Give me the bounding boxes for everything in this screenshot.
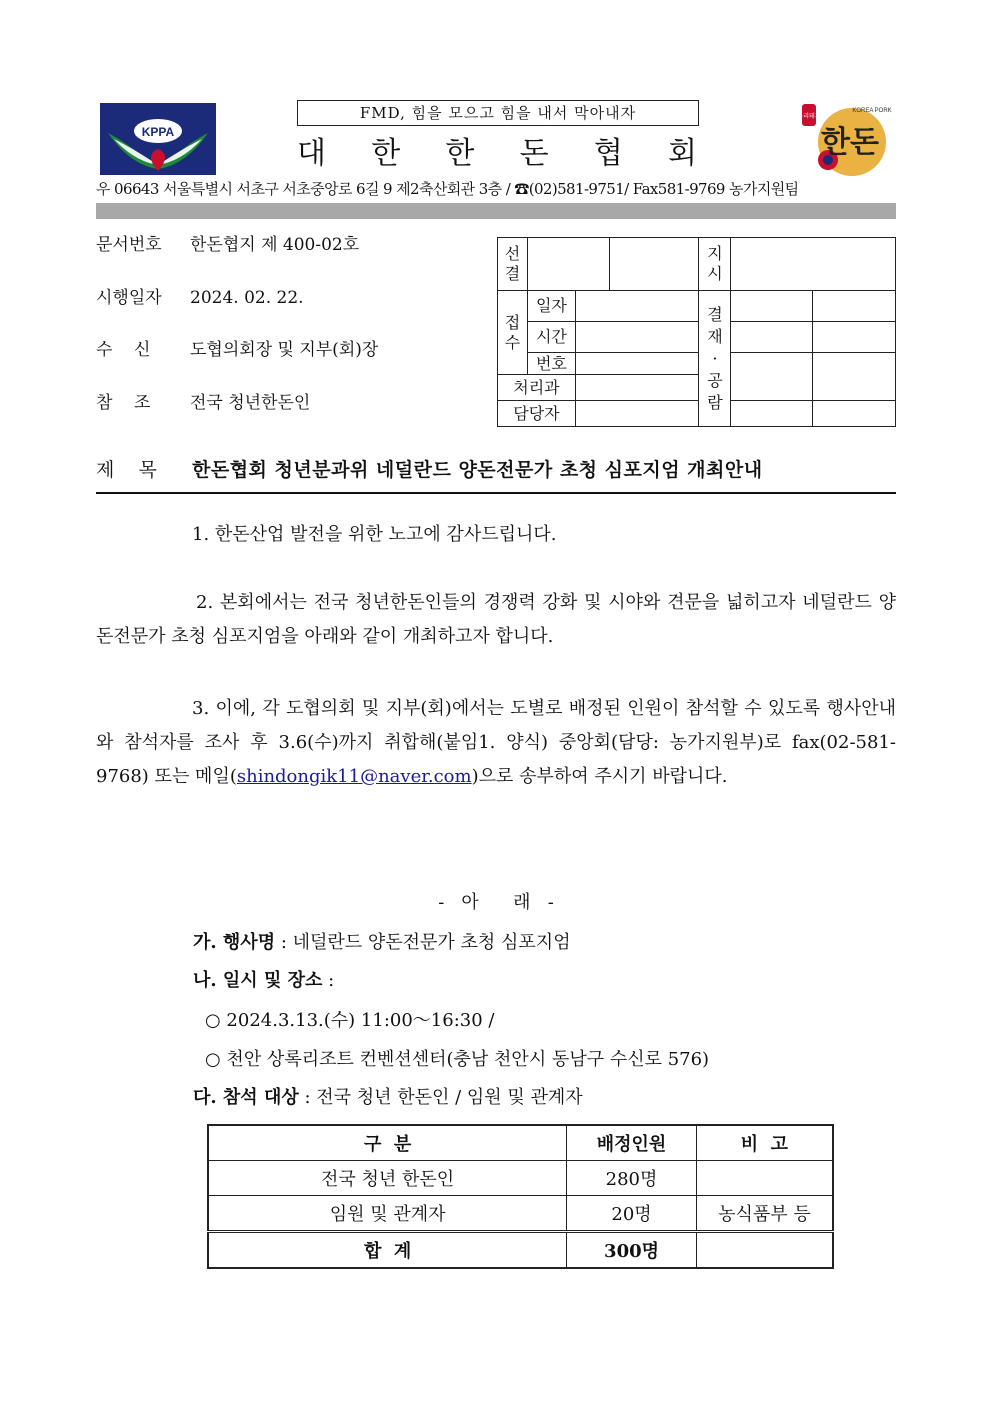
- hanpork-logo: [797, 100, 896, 178]
- ilja-label: 일자: [527, 291, 575, 322]
- reference-label: 참 조: [96, 393, 151, 413]
- jeopsu-cell: 접 수: [498, 291, 528, 375]
- doc-number-label: 문서번호: [96, 235, 162, 255]
- item-na-label: 나. 일시 및 장소: [193, 970, 323, 991]
- paragraph-3-text-b: )으로 송부하여 주시기 바랍니다.: [471, 766, 728, 787]
- table-header-row: [208, 1125, 833, 1161]
- doc-number-row: [96, 232, 359, 258]
- table-total-cell: 300명: [567, 1232, 697, 1269]
- hanpork-logo-text: 한돈: [821, 125, 879, 160]
- approval-blank: [731, 322, 813, 353]
- slogan-box: FMD, 힘을 모으고 힘을 내서 막아내자: [297, 100, 699, 126]
- approval-blank: [813, 401, 896, 427]
- seon-gyeol-cell: 선 결: [498, 238, 528, 291]
- org-char: 돈: [519, 136, 549, 171]
- date-label: 시행일자: [96, 288, 162, 308]
- approval-blank: [731, 291, 813, 322]
- org-char: 협: [593, 136, 623, 171]
- table-cell: 전국 청년 한돈인: [208, 1161, 567, 1196]
- table-cell: 20명: [567, 1196, 697, 1232]
- table-total-row: [208, 1232, 833, 1269]
- table-total-cell: 합 계: [208, 1232, 567, 1269]
- below-title: - 아 래 -: [438, 892, 554, 913]
- item-na-value: :: [322, 970, 335, 991]
- org-name: [297, 132, 697, 176]
- item-na-datetime: ○ 2024.3.13.(수) 11:00～16:30 /: [205, 1010, 495, 1031]
- table-total-cell: [696, 1232, 833, 1269]
- recipient-row: [96, 337, 378, 363]
- paragraph-1: 1. 한돈산업 발전을 위한 노고에 감사드립니다.: [192, 524, 557, 545]
- item-ga: [193, 928, 571, 958]
- org-char: 한: [371, 136, 401, 171]
- table-cell: [696, 1161, 833, 1196]
- damdangja-label: 담당자: [498, 401, 576, 427]
- damdangja-value: [575, 401, 699, 427]
- kppa-logo: [100, 103, 216, 175]
- approval-blank: [731, 401, 813, 427]
- date-row: [96, 285, 304, 311]
- table-header-cell: 비 고: [696, 1125, 833, 1161]
- beonho-value: [575, 353, 699, 375]
- sigan-value: [575, 322, 699, 353]
- gyeoljae-cell: 결 재 · 공 람: [699, 291, 731, 427]
- item-da: [193, 1083, 583, 1113]
- address-line: 우 06643 서울특별시 서초구 서초중앙로 6길 9 제2축산회관 3층 / ☎(02)581-9751/ Fax581-9769 농가지원팀: [96, 180, 799, 198]
- table-row: [208, 1196, 833, 1232]
- org-char: 대: [297, 136, 326, 171]
- table-cell: 280명: [567, 1161, 697, 1196]
- table-header-cell: 배정인원: [567, 1125, 697, 1161]
- subject-text: 한돈협회 청년분과위 네덜란드 양돈전문가 초청 심포지엄 개최안내: [192, 459, 763, 481]
- approval-table: [497, 237, 896, 427]
- item-da-label: 다. 참석 대상: [193, 1087, 299, 1108]
- doc-number-value: 한돈협지 제 400-02호: [190, 235, 360, 255]
- recipient-label: 수 신: [96, 340, 151, 360]
- paragraph-3: [96, 692, 896, 794]
- approval-blank: [813, 291, 896, 322]
- item-na-venue: ○ 천안 상록리조트 컨벤션센터(충남 천안시 동남구 수신로 576): [205, 1049, 710, 1070]
- approval-blank: [813, 322, 896, 353]
- approval-blank: [731, 238, 896, 291]
- table-row: [208, 1161, 833, 1196]
- cheorigwa-value: [575, 375, 699, 401]
- header-divider-bar: [96, 203, 896, 219]
- subject-underline: [96, 492, 896, 494]
- reference-value: 전국 청년한돈인: [190, 393, 311, 413]
- ilja-value: [575, 291, 699, 322]
- sigan-label: 시간: [527, 322, 575, 353]
- approval-blank: [527, 238, 609, 291]
- paragraph-3-text-a: 3. 이에, 각 도협의회 및 지부(회)에서는 도별로 배정된 인원이 참석할 수 있도록 행사안내와 참석자를 조사 후 3.6(수)까지 취합해(붙임1. 양식) 중앙회(담당: 농가지원부)로 fax(02-581-9768) 또는 메일(: [96, 698, 896, 787]
- paragraph-2: 2. 본회에서는 전국 청년한돈인들의 경쟁력 강화 및 시야와 견문을 넓히고자 네덜란드 양돈전문가 초청 심포지엄을 아래와 같이 개최하고자 합니다.: [96, 592, 896, 647]
- kppa-logo-text: KPPA: [141, 125, 175, 139]
- table-cell: 임원 및 관계자: [208, 1196, 567, 1232]
- table-header-cell: 구 분: [208, 1125, 567, 1161]
- approval-blank: [813, 353, 896, 401]
- table-cell: 농식품부 등: [696, 1196, 833, 1232]
- cheorigwa-label: 처리과: [498, 375, 576, 401]
- subject-label: 제 목: [96, 459, 157, 481]
- hanpork-badge-text: 우리돼지: [797, 113, 821, 120]
- item-ga-value: : 네덜란드 양돈전문가 초청 심포지엄: [275, 932, 571, 953]
- reference-row: [96, 390, 310, 416]
- subject-row: [96, 455, 896, 485]
- allocation-table: [207, 1124, 834, 1269]
- approval-blank: [609, 238, 699, 291]
- org-char: 회: [668, 136, 697, 171]
- ji-si-cell: 지 시: [699, 238, 731, 291]
- hanpork-small-text: KOREA PORK: [852, 108, 892, 114]
- email-link[interactable]: shindongik11@naver.com: [236, 766, 472, 787]
- item-da-value: : 전국 청년 한돈인 / 임원 및 관계자: [298, 1087, 583, 1108]
- recipient-value: 도협의회장 및 지부(회)장: [190, 340, 379, 360]
- item-na: [193, 966, 334, 996]
- item-ga-label: 가. 행사명: [193, 932, 276, 953]
- beonho-label: 번호: [527, 353, 575, 375]
- approval-blank: [731, 353, 813, 401]
- date-value: 2024. 02. 22.: [190, 288, 304, 308]
- org-char: 한: [445, 136, 475, 171]
